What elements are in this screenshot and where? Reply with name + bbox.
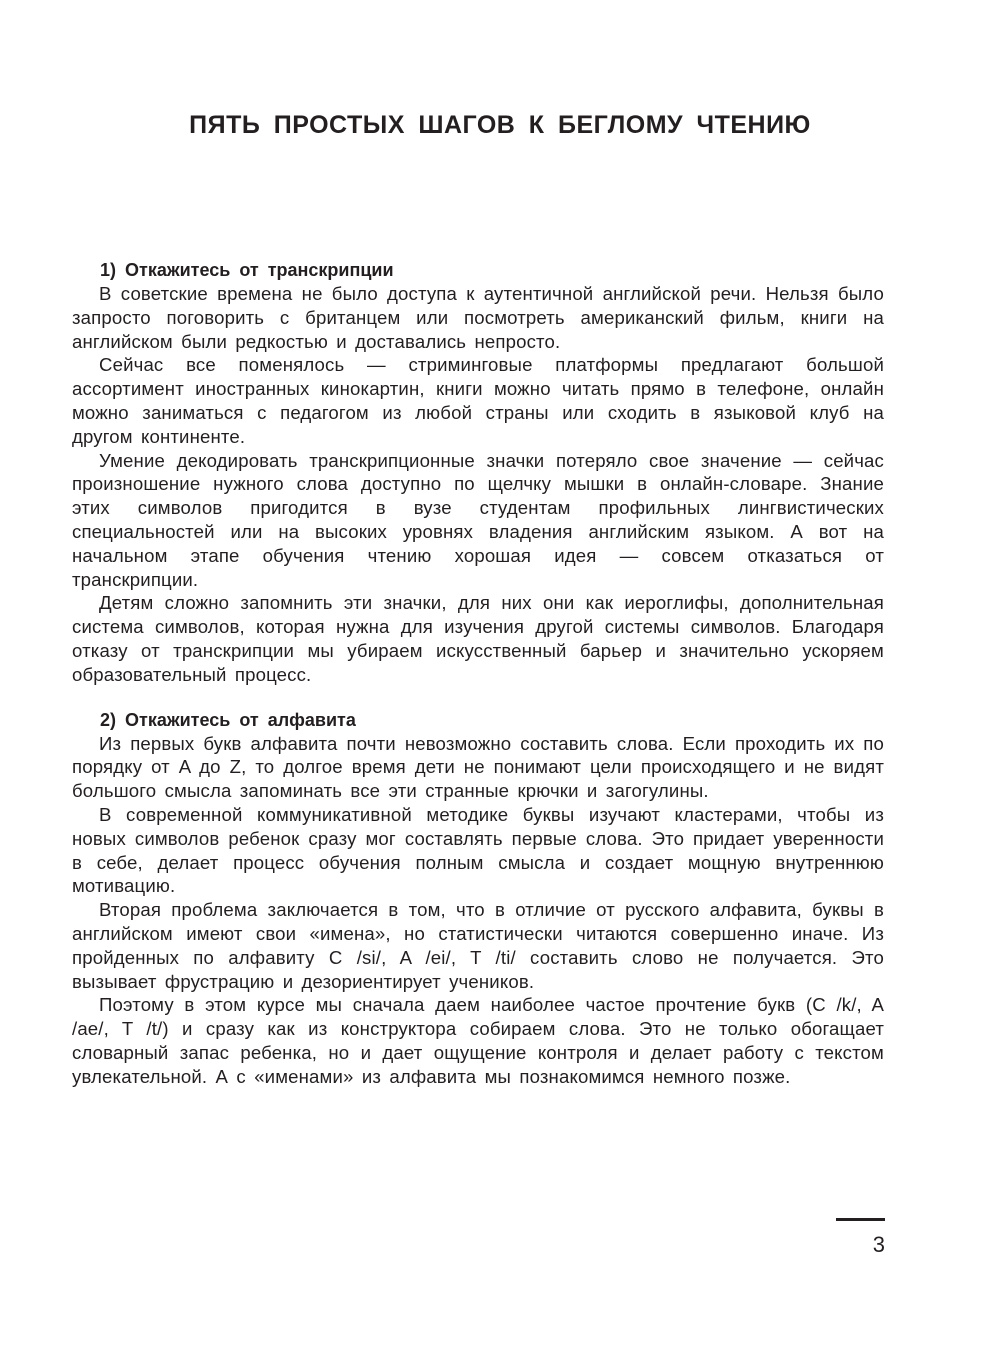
section-alphabet <box>72 708 884 1089</box>
page-number: 3 <box>872 1232 885 1257</box>
paragraph: Сейчас все поменялось — стриминговые платформы предлагают большой ассортимент иностранных кинокартин, книги можно читать прямо в телефоне, онлайн можно заниматься с педагогом из любой страны или сходить в языковой клуб на другом континенте. <box>72 354 884 447</box>
paragraph: Умение декодировать транскрипционные значки потеряло свое значение — сейчас произношение нужного слова доступно по щелчку мышки в онлайн-словаре. Знание этих символов пригодится в вузе студентам профильных лингвистических специальностей или на высоких уровнях владения английским языком. А вот на начальном этапе обучения чтению хорошая идея — совсем отказаться от транскрипции. <box>72 449 884 590</box>
paragraph: В советские времена не было доступа к аутентичной английской речи. Нельзя было запросто поговорить с британцем или посмотреть американский фильм, книги на английском были редкостью и доставались непросто. <box>72 283 884 352</box>
paragraph: Поэтому в этом курсе мы сначала даем наиболее частое прочтение букв (C /k/, A /ae/, T /t/) и сразу как из конструктора собираем слова. Это не только обогащает словарный запас ребенка, но и дает ощущение контроля и делает работу с текстом увлекательной. А с «именами» из алфавита мы познакомимся немного позже. <box>72 994 884 1087</box>
section-transcription <box>72 258 884 687</box>
section-heading: 1) Откажитесь от транскрипции <box>100 260 394 280</box>
paragraph: В современной коммуникативной методике буквы изучают кластерами, чтобы из новых символов ребенок сразу мог составлять первые слова. Это придает уверенности в себе, делает процесс обучения полным смысла и создает мощную внутреннюю мотивацию. <box>72 803 884 897</box>
paragraph: Вторая проблема заключается в том, что в отличие от русского алфавита, буквы в английском имеют свои «имена», но статистически читаются совершенно иначе. Из пройденных по алфавиту C /si/, A /ei/, T /ti/ составить слово не получается. Это вызывает фрустрацию и дезориентирует учеников. <box>72 899 884 992</box>
section-heading: 2) Откажитесь от алфавита <box>100 709 356 730</box>
paragraph: Детям сложно запомнить эти значки, для них они как иероглифы, дополнительная система символов, которая нужна для изучения другой системы символов. Благодаря отказу от транскрипции мы убираем искусственный барьер и значительно ускоряем образовательный процесс. <box>72 592 884 685</box>
paragraph: Из первых букв алфавита почти невозможно составить слова. Если проходить их по порядку от A до Z, то долгое время дети не понимают цели происходящего и не видят большого смысла запоминать все эти странные крючки и загогулины. <box>72 732 884 802</box>
page-body <box>72 258 884 1089</box>
page-number-rule <box>836 1218 885 1221</box>
page-title: ПЯТЬ ПРОСТЫХ ШАГОВ К БЕГЛОМУ ЧТЕНИЮ <box>189 111 811 139</box>
